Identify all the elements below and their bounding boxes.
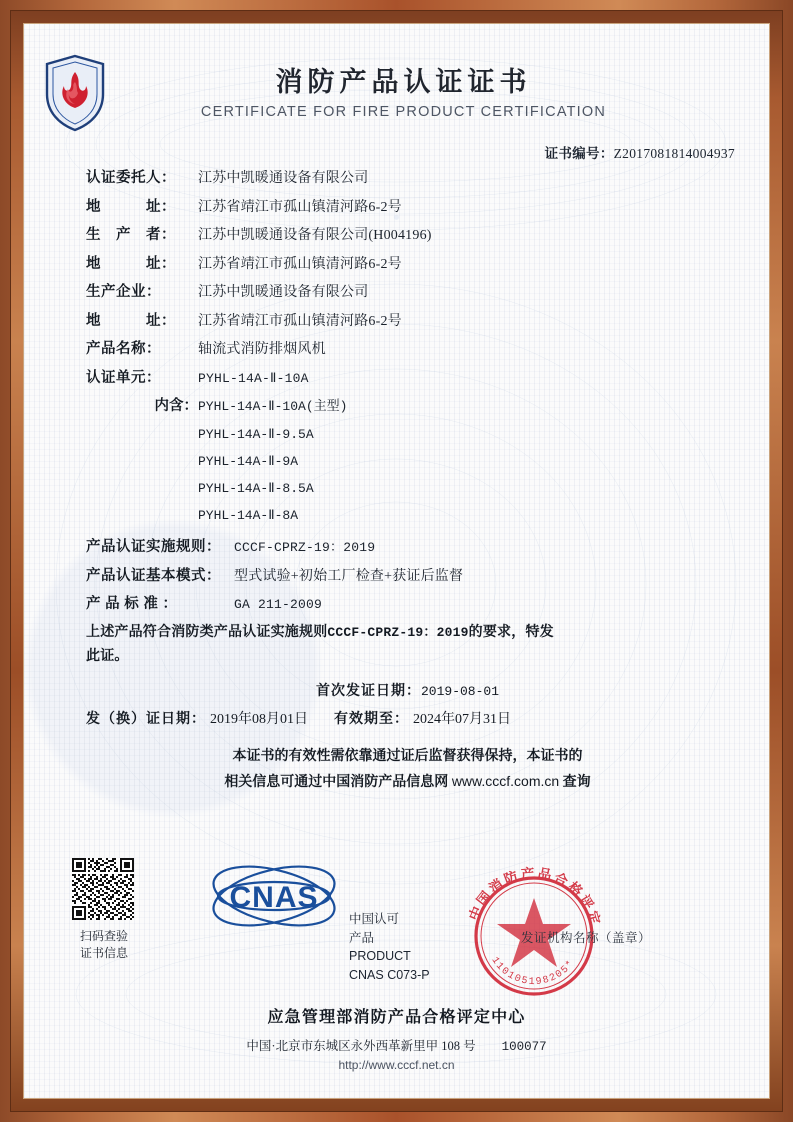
field-row-producer-address xyxy=(86,252,729,273)
first-issue-label: 首次发证日期： xyxy=(315,683,421,699)
page-title-en: CERTIFICATE FOR FIRE PRODUCT CERTIFICATION xyxy=(200,104,607,120)
address-text: 中国·北京市东城区永外西革新里甲 108 号 xyxy=(246,1039,476,1053)
contains-value: PYHL-14A-Ⅱ-9A xyxy=(198,454,299,469)
issue-date-label: 发（换）证日期： xyxy=(86,711,206,727)
valid-until-label: 有效期至： xyxy=(334,711,409,727)
conformity-statement xyxy=(86,621,729,670)
field-label: 地 址： xyxy=(86,312,176,329)
certificate-number-value: Z2017081814004937 xyxy=(613,146,735,161)
field-value: 江苏省靖江市孤山镇清河路6-2号 xyxy=(198,256,402,272)
postal-code: 100077 xyxy=(501,1040,547,1054)
info-website-link[interactable]: www.cccf.com.cn xyxy=(451,773,560,790)
field-list xyxy=(86,166,729,796)
qr-caption-line1: 扫码查验 xyxy=(79,929,128,943)
issuing-center-address xyxy=(24,1036,769,1054)
field-value: 江苏中凯暖通设备有限公司 xyxy=(198,171,369,186)
certificate-body xyxy=(23,23,770,1099)
statement-rule-code: CCCF-CPRZ-19：2019 xyxy=(327,624,469,640)
field-value: CCCF-CPRZ-19：2019 xyxy=(234,540,376,555)
field-row-client-address xyxy=(86,195,729,216)
field-value: GA 211-2009 xyxy=(234,597,323,612)
field-label: 地 址： xyxy=(86,198,176,215)
first-issue-value: 2019-08-01 xyxy=(420,683,499,699)
contains-label: 内含： xyxy=(154,398,198,414)
field-row-producer xyxy=(86,223,729,244)
first-issue-date xyxy=(86,680,729,700)
validity-note-line2-pre: 相关信息可通过中国消防产品信息网 xyxy=(224,775,452,791)
field-value: 江苏省靖江市孤山镇清河路6-2号 xyxy=(198,313,402,329)
issue-date-value: 2019年08月01日 xyxy=(210,711,308,727)
cnas-line-2: 产品 xyxy=(349,930,375,945)
qr-code-icon[interactable] xyxy=(72,858,134,920)
validity-note-line2-post: 查询 xyxy=(559,775,591,791)
field-value: 型式试验+初始工厂检查+获证后监督 xyxy=(234,568,464,584)
field-row-certification-mode xyxy=(86,564,729,585)
qr-caption-line2: 证书信息 xyxy=(79,946,128,961)
cnas-accreditation-text xyxy=(349,910,430,984)
page-title-zh: 消防产品认证证书 xyxy=(275,67,532,97)
contains-value: PYHL-14A-Ⅱ-8.5A xyxy=(198,481,314,496)
statement-line2: 此证。 xyxy=(86,649,129,664)
field-row-manufacturer-address xyxy=(86,309,729,330)
field-value: 江苏中凯暖通设备有限公司 xyxy=(198,285,369,300)
field-row-product-name xyxy=(86,337,729,358)
field-row-implementation-rule xyxy=(86,535,729,556)
field-label: 认证委托人： xyxy=(86,170,176,186)
cnas-line-1: 中国认可 xyxy=(349,912,400,926)
field-label: 地 址： xyxy=(86,255,176,272)
issuing-center-website[interactable]: http://www.cccf.net.cn xyxy=(338,1058,455,1072)
certificate-number-label: 证书编号： xyxy=(544,146,614,161)
field-row-certification-unit xyxy=(86,366,729,387)
contains-list xyxy=(86,394,729,523)
field-label: 生产企业： xyxy=(86,284,161,300)
svg-text:CNAS: CNAS xyxy=(229,881,319,914)
seal-text-top: 中国消防产品合格评定 xyxy=(466,865,604,929)
valid-until-value: 2024年07月31日 xyxy=(413,711,511,727)
field-value: PYHL-14A-Ⅱ-10A xyxy=(198,370,309,386)
validity-note-line1: 本证书的有效性需依靠通过证后监督获得保持，本证书的 xyxy=(232,748,583,764)
statement-line1-pre: 上述产品符合消防类产品认证实施规则 xyxy=(86,624,328,640)
issue-date-row xyxy=(86,708,729,728)
validity-note xyxy=(86,744,729,797)
contains-row xyxy=(86,394,729,415)
cnas-line-3: PRODUCT xyxy=(349,949,411,963)
field-row-manufacturer xyxy=(86,280,729,301)
contains-value: PYHL-14A-Ⅱ-9.5A xyxy=(198,427,314,442)
cnas-line-4: CNAS C073-P xyxy=(349,967,430,982)
field-label: 生 产 者： xyxy=(86,227,176,243)
cnas-logo-icon xyxy=(204,852,344,940)
field-label: 产品认证基本模式： xyxy=(86,567,221,584)
field-row-product-standard xyxy=(86,592,729,613)
field-row-client xyxy=(86,166,729,187)
contains-value: PYHL-14A-Ⅱ-10A(主型) xyxy=(198,399,348,414)
field-label: 产品认证实施规则： xyxy=(86,539,221,555)
footer-zone xyxy=(24,852,769,1102)
field-label: 产 品 标 准 ： xyxy=(86,596,178,612)
certificate-number xyxy=(545,142,735,162)
field-value: 江苏省靖江市孤山镇清河路6-2号 xyxy=(198,199,402,215)
seal-text-bottom: 110105198205* xyxy=(488,955,578,989)
field-value: 江苏中凯暖通设备有限公司(H004196) xyxy=(198,228,432,243)
issuing-center-name: 应急管理部消防产品合格评定中心 xyxy=(267,1009,526,1026)
issuing-body-note: 发证机构名称（盖章） xyxy=(521,931,652,945)
validity-note-line2 xyxy=(86,769,729,796)
field-label: 认证单元： xyxy=(86,369,161,386)
qr-caption xyxy=(64,928,144,963)
statement-line1-post: 的要求，特发 xyxy=(468,624,554,640)
field-label: 产品名称： xyxy=(86,341,161,357)
contains-value: PYHL-14A-Ⅱ-8A xyxy=(198,508,299,523)
field-value: 轴流式消防排烟风机 xyxy=(198,342,326,357)
